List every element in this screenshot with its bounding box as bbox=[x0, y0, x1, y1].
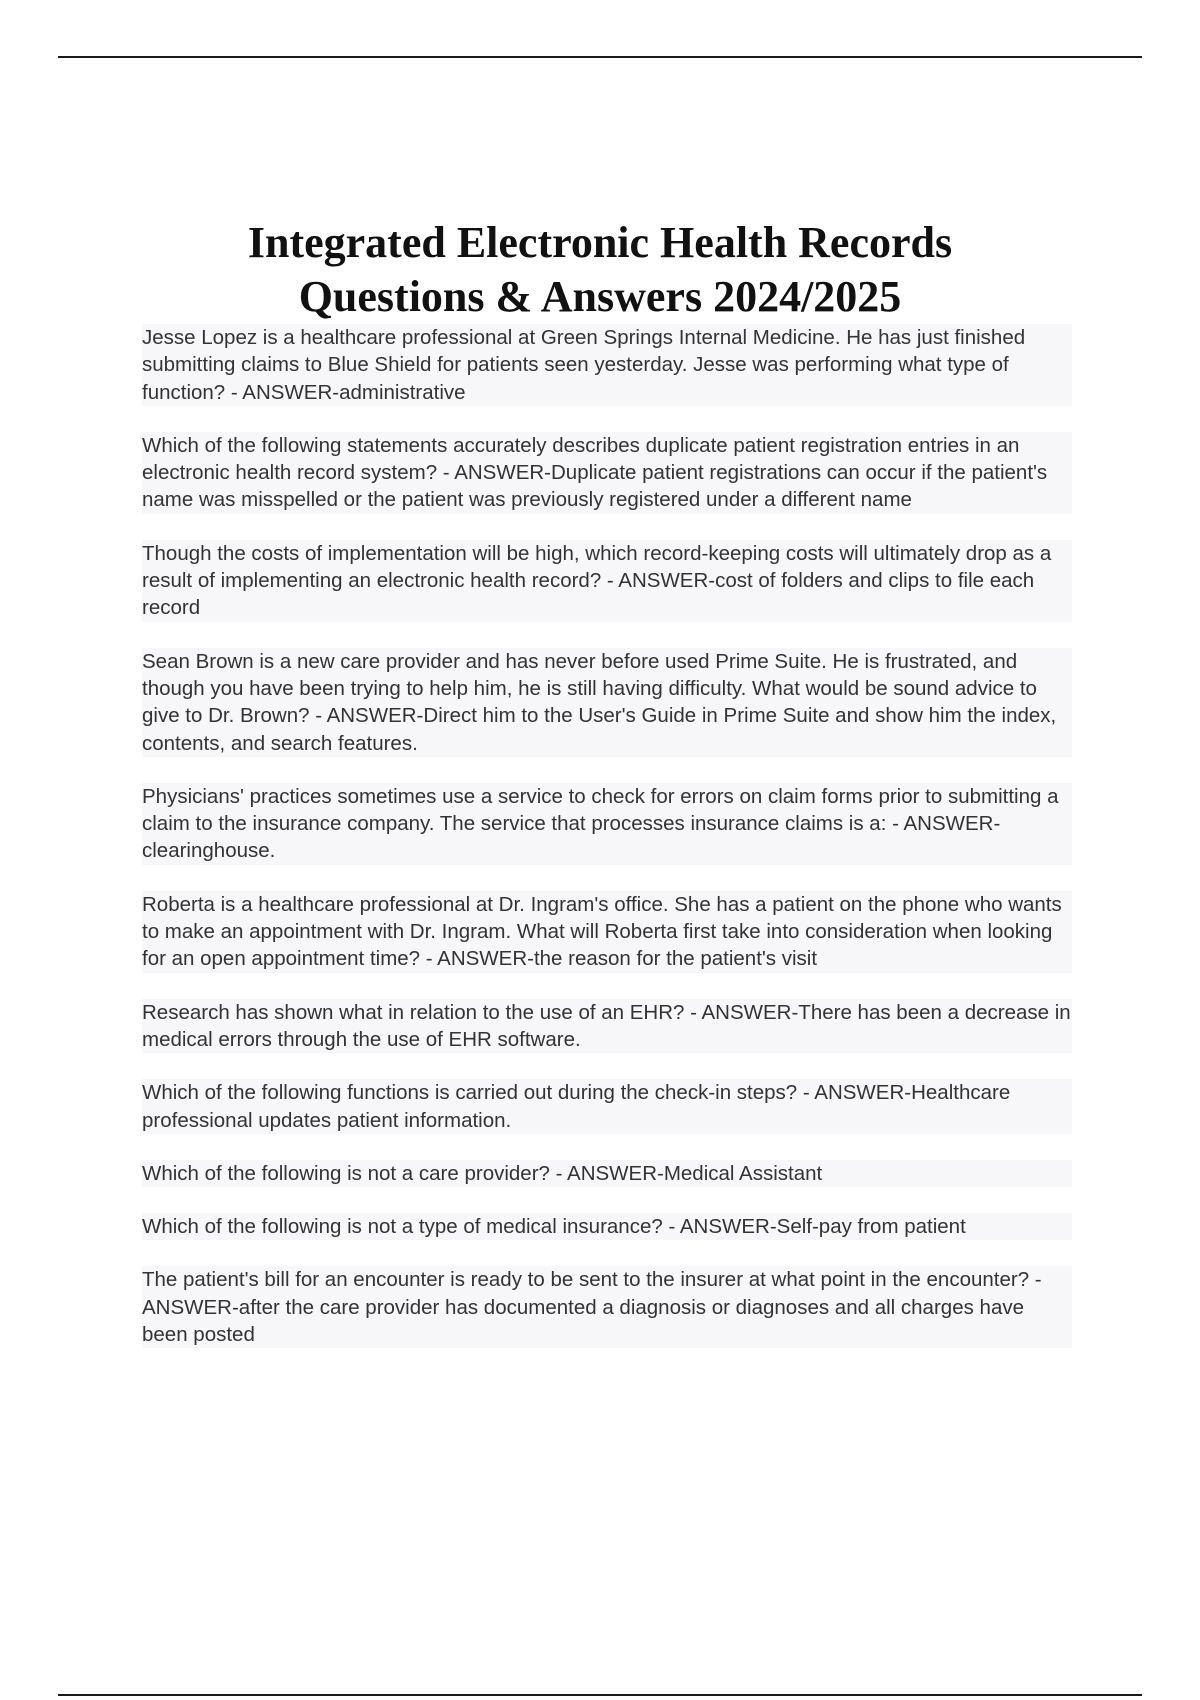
qa-item: Which of the following functions is carried out during the check-in steps? - ANSWER-Healthcare professional updates patient information. bbox=[142, 1079, 1072, 1134]
top-divider bbox=[58, 56, 1142, 58]
qa-item: Which of the following statements accurately describes duplicate patient registration entries in an electronic health record system? - ANSWER-Duplicate patient registrations can occur if the patient's name was misspelled or the patient was previously registered under a different name bbox=[142, 432, 1072, 514]
document-title bbox=[0, 216, 1200, 324]
qa-item: The patient's bill for an encounter is ready to be sent to the insurer at what point in the encounter? - ANSWER-after the care provider has documented a diagnosis or diagnoses and all charges have been posted bbox=[142, 1266, 1072, 1348]
qa-item: Research has shown what in relation to the use of an EHR? - ANSWER-There has been a decrease in medical errors through the use of EHR software. bbox=[142, 999, 1072, 1054]
qa-list bbox=[142, 324, 1072, 1374]
qa-item: Physicians' practices sometimes use a service to check for errors on claim forms prior to submitting a claim to the insurance company. The service that processes insurance claims is a: - ANSWER-clearinghouse. bbox=[142, 783, 1072, 865]
title-line-2: Questions & Answers 2024/2025 bbox=[298, 272, 902, 321]
qa-item: Roberta is a healthcare professional at Dr. Ingram's office. She has a patient on the phone who wants to make an appointment with Dr. Ingram. What will Roberta first take into consideration when looking for an open appointment time? - ANSWER-the reason for the patient's visit bbox=[142, 891, 1072, 973]
title-line-1: Integrated Electronic Health Records bbox=[247, 218, 953, 267]
qa-item: Sean Brown is a new care provider and has never before used Prime Suite. He is frustrated, and though you have been trying to help him, he is still having difficulty. What would be sound advice to give to Dr. Brown? - ANSWER-Direct him to the User's Guide in Prime Suite and show him the index, contents, and search features. bbox=[142, 648, 1072, 757]
qa-item: Which of the following is not a type of medical insurance? - ANSWER-Self-pay from patient bbox=[142, 1213, 1072, 1240]
bottom-divider bbox=[58, 1694, 1142, 1696]
qa-item: Though the costs of implementation will be high, which record-keeping costs will ultimately drop as a result of implementing an electronic health record? - ANSWER-cost of folders and clips to file each record bbox=[142, 540, 1072, 622]
qa-item: Which of the following is not a care provider? - ANSWER-Medical Assistant bbox=[142, 1160, 1072, 1187]
qa-item: Jesse Lopez is a healthcare professional at Green Springs Internal Medicine. He has just finished submitting claims to Blue Shield for patients seen yesterday. Jesse was performing what type of function? - ANSWER-administrative bbox=[142, 324, 1072, 406]
